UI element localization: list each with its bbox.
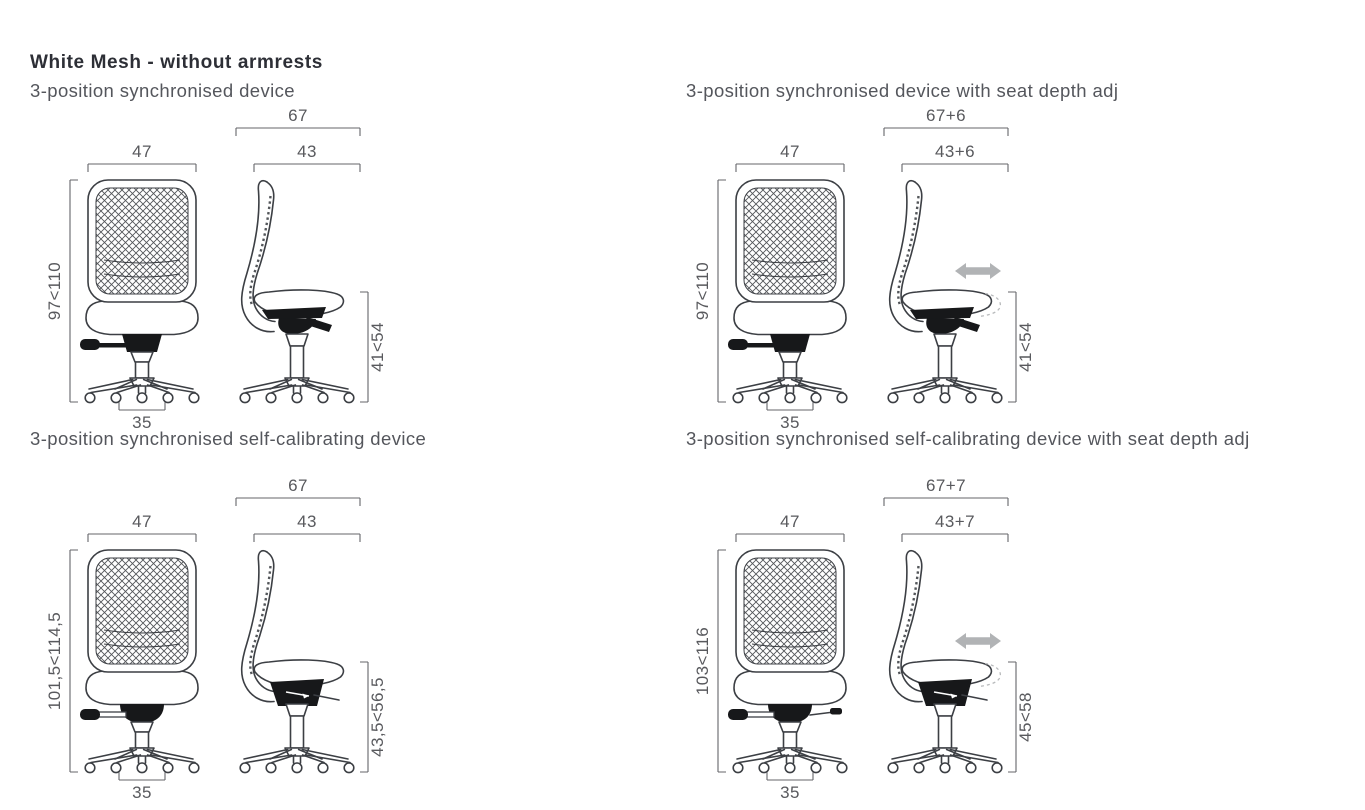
front-view-chair bbox=[728, 550, 847, 773]
front-view-chair bbox=[80, 550, 199, 773]
base-width-dimension-label: 35 bbox=[780, 783, 800, 802]
variant-title: 3-position synchronised device with seat depth adj bbox=[686, 80, 1119, 101]
seat-depth-dimension bbox=[902, 512, 1008, 542]
chair-dimension-drawing bbox=[672, 106, 1037, 432]
seat-height-dimension-label: 43,5<56,5 bbox=[368, 677, 387, 757]
height-dimension-label: 97<110 bbox=[45, 261, 64, 321]
base-width-dimension-label: 35 bbox=[132, 783, 152, 802]
total-depth-dimension bbox=[884, 106, 1008, 136]
chair-dimension-diagram bbox=[24, 476, 389, 802]
side-view-chair bbox=[888, 181, 1002, 403]
total-depth-dimension-label: 67 bbox=[288, 106, 308, 125]
width-dimension bbox=[736, 512, 844, 542]
width-dimension bbox=[88, 512, 196, 542]
seat-depth-dimension-label: 43+7 bbox=[935, 512, 975, 531]
base-width-dimension-label: 35 bbox=[132, 413, 152, 432]
chair-dimension-diagram bbox=[672, 106, 1037, 432]
height-dimension bbox=[693, 550, 726, 772]
base-width-dimension bbox=[767, 772, 813, 802]
height-dimension-label: 97<110 bbox=[693, 261, 712, 321]
seat-depth-dimension bbox=[254, 512, 360, 542]
seat-height-dimension bbox=[360, 292, 387, 402]
seat-height-dimension bbox=[1008, 292, 1035, 402]
variant-section-sync bbox=[24, 80, 419, 432]
variant-section-selfcal-seat-depth bbox=[672, 428, 1250, 802]
seat-depth-dimension-label: 43 bbox=[297, 142, 317, 161]
seat-height-dimension-label: 41<54 bbox=[1016, 322, 1035, 372]
side-view-chair bbox=[240, 551, 354, 773]
mesh-back-panel bbox=[744, 558, 836, 664]
seat-depth-dimension bbox=[254, 142, 360, 172]
variant-title: 3-position synchronised device bbox=[30, 80, 295, 101]
mesh-back-panel bbox=[96, 188, 188, 294]
total-depth-dimension-label: 67 bbox=[288, 476, 308, 495]
variant-title: 3-position synchronised self-calibrating device bbox=[30, 428, 427, 449]
total-depth-dimension bbox=[884, 476, 1008, 506]
base-width-dimension-label: 35 bbox=[780, 413, 800, 432]
chair-dimension-drawing bbox=[24, 106, 389, 432]
seat-depth-arrow-icon bbox=[955, 633, 1001, 649]
seat-depth-arrow-icon bbox=[955, 263, 1001, 279]
height-dimension bbox=[45, 180, 78, 402]
height-dimension bbox=[693, 180, 726, 402]
seat-depth-dimension bbox=[902, 142, 1008, 172]
chair-dimension-drawing bbox=[672, 476, 1037, 802]
seat-height-dimension-label: 41<54 bbox=[368, 322, 387, 372]
chair-dimension-drawing bbox=[24, 476, 389, 802]
mesh-back-panel bbox=[744, 188, 836, 294]
seat-depth-dimension-label: 43 bbox=[297, 512, 317, 531]
height-dimension bbox=[45, 550, 78, 772]
width-dimension bbox=[88, 142, 196, 172]
width-dimension-label: 47 bbox=[780, 142, 800, 161]
variant-section-sync-seat-depth bbox=[672, 80, 1119, 432]
seat-height-dimension bbox=[1008, 662, 1035, 772]
front-view-chair bbox=[728, 180, 847, 403]
width-dimension-label: 47 bbox=[132, 512, 152, 531]
side-view-chair bbox=[240, 181, 354, 403]
side-view-chair bbox=[888, 551, 1002, 773]
page-title: White Mesh - without armrests bbox=[30, 52, 323, 73]
variant-section-selfcal bbox=[24, 428, 427, 802]
width-dimension-label: 47 bbox=[780, 512, 800, 531]
height-dimension-label: 101,5<114,5 bbox=[45, 611, 64, 711]
mesh-back-panel bbox=[96, 558, 188, 664]
width-dimension bbox=[736, 142, 844, 172]
front-view-chair bbox=[80, 180, 199, 403]
variant-title: 3-position synchronised self-calibrating device with seat depth adj bbox=[686, 428, 1250, 449]
total-depth-dimension-label: 67+7 bbox=[926, 476, 966, 495]
chair-dimension-diagram bbox=[24, 106, 389, 432]
chair-dimension-diagram bbox=[672, 476, 1037, 802]
total-depth-dimension-label: 67+6 bbox=[926, 106, 966, 125]
seat-height-dimension bbox=[360, 662, 387, 772]
base-width-dimension bbox=[119, 772, 165, 802]
total-depth-dimension bbox=[236, 476, 360, 506]
seat-height-dimension-label: 45<58 bbox=[1016, 692, 1035, 742]
width-dimension-label: 47 bbox=[132, 142, 152, 161]
seat-depth-dimension-label: 43+6 bbox=[935, 142, 975, 161]
total-depth-dimension bbox=[236, 106, 360, 136]
height-dimension-label: 103<116 bbox=[693, 626, 712, 696]
